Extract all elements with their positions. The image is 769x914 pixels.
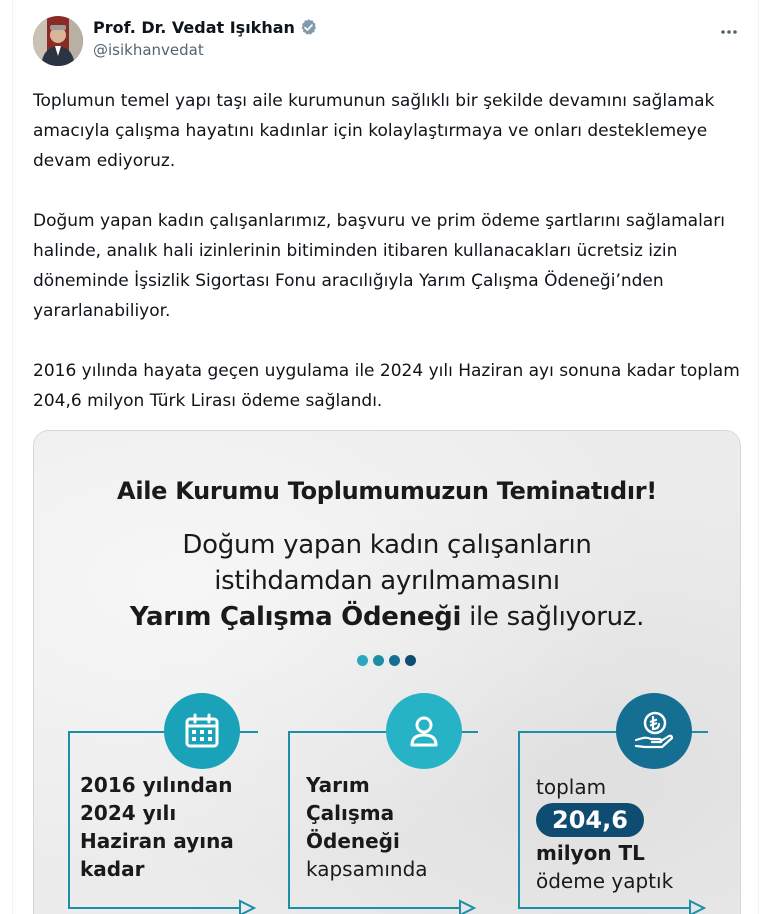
card-line: Ödeneği bbox=[306, 829, 400, 853]
card-line: Haziran ayına bbox=[80, 829, 234, 853]
timeline-border-right bbox=[758, 0, 759, 914]
author-info bbox=[93, 18, 318, 59]
tweet-text bbox=[33, 86, 745, 416]
poster-subtitle bbox=[34, 527, 740, 635]
poster-subtitle-emphasis: Yarım Çalışma Ödeneği bbox=[129, 602, 462, 632]
card-line: ödeme yaptık bbox=[536, 869, 674, 893]
card-line: milyon TL bbox=[536, 841, 645, 865]
card-line: kadar bbox=[80, 857, 145, 881]
tweet-paragraph: Doğum yapan kadın çalışanlarımız, başvuru ve prim ödeme şartlarını sağlamaları halinde, analık hali izinlerinin bitiminden itibaren kullanacakları ücretsiz izin döneminde İşsizlik Sigortası Fonu aracılığıyla Yarım Çalışma Ödeneği’nden yararlanabiliyor. bbox=[33, 211, 725, 321]
verified-badge-icon bbox=[299, 18, 318, 37]
timeline-border-left bbox=[12, 0, 13, 914]
card-line: toplam bbox=[536, 775, 607, 799]
card-line: 2016 yılından bbox=[80, 773, 233, 797]
card-line: Çalışma bbox=[306, 801, 395, 825]
poster-title: Aile Kurumu Toplumumuzun Teminatıdır! bbox=[117, 477, 657, 505]
amount-pill: 204,6 bbox=[536, 803, 644, 837]
more-options-button[interactable] bbox=[713, 16, 745, 48]
tweet-paragraph: Toplumun temel yapı taşı aile kurumunun sağlıklı bir şekilde devamını sağlamak amacıyla çalışma hayatını kadınlar için kolaylaştırmaya ve onları desteklemeye devam ediyoruz. bbox=[33, 91, 715, 171]
decor-dot bbox=[405, 655, 416, 666]
card-line: 2024 yılı bbox=[80, 801, 177, 825]
decor-dot bbox=[389, 655, 400, 666]
decorative-dots bbox=[357, 655, 416, 666]
calendar-icon bbox=[182, 711, 222, 751]
lira-hand-icon-circle bbox=[616, 693, 692, 769]
poster-subtitle-line bbox=[34, 599, 740, 635]
card-text bbox=[536, 773, 673, 895]
tweet-header bbox=[33, 16, 745, 68]
card-line: kapsamında bbox=[306, 857, 428, 881]
user-icon bbox=[404, 711, 444, 751]
decor-dot bbox=[373, 655, 384, 666]
poster-subtitle-line: istihdamdan ayrılmamasını bbox=[214, 566, 560, 596]
author-handle[interactable]: @isikhanvedat bbox=[93, 41, 204, 59]
author-display-name[interactable]: Prof. Dr. Vedat Işıkhan bbox=[93, 18, 295, 37]
avatar[interactable] bbox=[33, 16, 83, 66]
arrow-right-icon bbox=[688, 899, 706, 914]
more-horizontal-icon bbox=[719, 22, 739, 42]
tweet-paragraph: 2016 yılında hayata geçen uygulama ile 2024 yılı Haziran ayı sonuna kadar toplam 204,6 milyon Türk Lirası ödeme sağlandı. bbox=[33, 361, 740, 411]
lira-hand-icon bbox=[631, 708, 677, 754]
user-icon-circle bbox=[386, 693, 462, 769]
card-text bbox=[80, 771, 234, 883]
arrow-right-icon bbox=[238, 899, 256, 914]
poster-subtitle-rest: ile sağlıyoruz. bbox=[461, 602, 645, 632]
poster-subtitle-line: Doğum yapan kadın çalışanların bbox=[182, 530, 592, 560]
arrow-right-icon bbox=[458, 899, 476, 914]
info-card-amount bbox=[518, 731, 708, 911]
info-card-scope bbox=[288, 731, 478, 911]
decor-dot bbox=[357, 655, 368, 666]
info-card-period bbox=[68, 731, 258, 911]
card-line: Yarım bbox=[306, 773, 370, 797]
card-text bbox=[306, 771, 428, 883]
calendar-icon-circle bbox=[164, 693, 240, 769]
tweet-image[interactable] bbox=[33, 430, 741, 914]
